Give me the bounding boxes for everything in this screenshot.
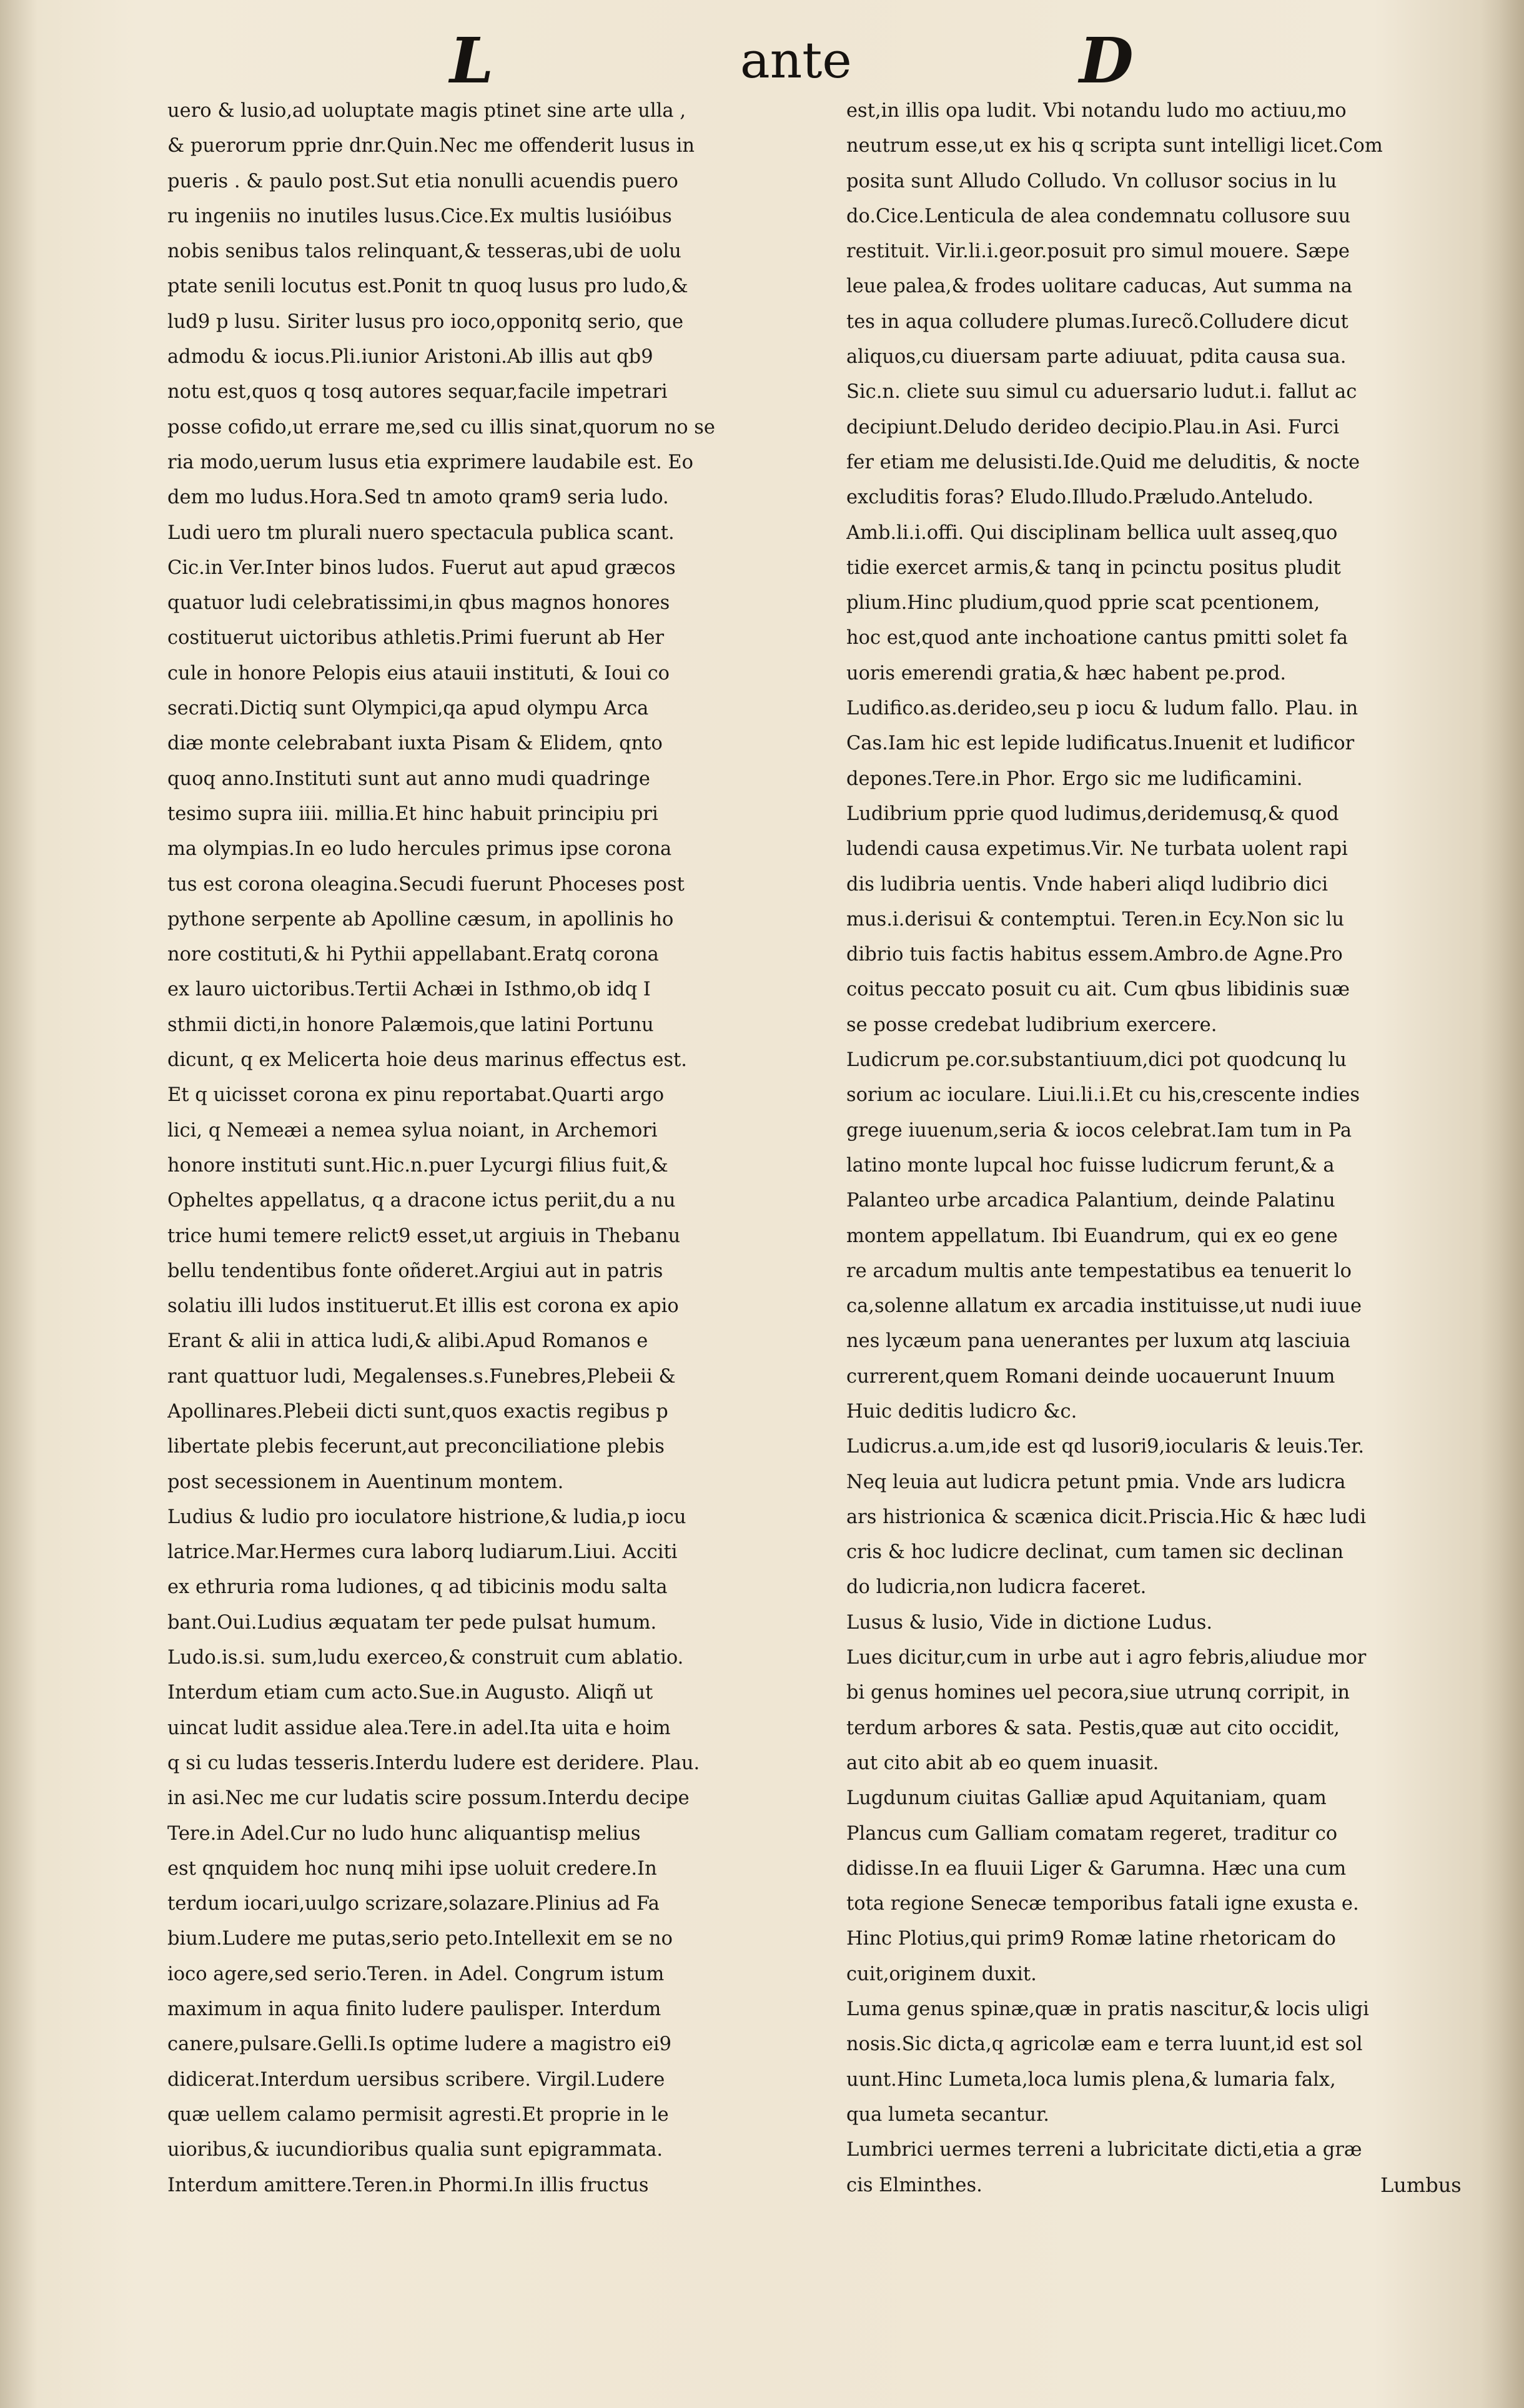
left-column-text-line: maximum in aqua finito ludere paulisper. Interdum — [167, 1998, 661, 2021]
left-column-text-line: pythone serpente ab Apolline cæsum, in apollinis ho — [167, 908, 674, 930]
right-column-text-line: tidie exercet armis,& tanq in pcinctu positus pludit — [846, 556, 1341, 579]
left-column-text-line: secrati.Dictiq sunt Olympici,qa apud olympu Arca — [167, 698, 649, 720]
right-column-text-line: Ludibrium pprie quod ludimus,deridemusq,& quod — [846, 802, 1339, 825]
right-column-text-line: Neq leuia aut ludicra petunt pmia. Vnde ars ludicra — [846, 1471, 1346, 1493]
right-column-text-line: ca,solenne allatum ex arcadia instituisse,ut nudi iuue — [846, 1295, 1362, 1318]
right-column-text-line: Ludicrum pe.cor.substantiuum,dici pot quodcunq lu — [846, 1049, 1347, 1072]
right-column-text-line: depones.Tere.in Phor. Ergo sic me ludificamini. — [846, 767, 1303, 790]
left-column-text-line: post secessionem in Auentinum montem. — [167, 1471, 564, 1493]
right-column-text-line: tota regione Senecæ temporibus fatali igne exusta e. — [846, 1893, 1359, 1915]
left-column-text-line: pueris . & paulo post.Sut etia nonulli acuendis puero — [167, 170, 678, 192]
right-column-text-line: Plancus cum Galliam comatam regeret, traditur co — [846, 1822, 1338, 1845]
left-column-text-line: solatiu illi ludos instituerut.Et illis est corona ex apio — [167, 1295, 679, 1318]
left-column-text-line: didicerat.Interdum uersibus scribere. Virgil.Ludere — [167, 2068, 665, 2091]
left-column-text-line: Interdum etiam cum acto.Sue.in Augusto. Aliqñ ut — [167, 1682, 653, 1704]
right-column-text-line: montem appellatum. Ibi Euandrum, qui ex eo gene — [846, 1225, 1338, 1247]
right-column-text-line: cuit,originem duxit. — [846, 1963, 1037, 1985]
catchword: Lumbus — [1380, 2173, 1462, 2197]
left-column-text-line: Cic.in Ver.Inter binos ludos. Fuerut aut apud græcos — [167, 556, 676, 579]
page-edge-shadow — [1480, 0, 1524, 2408]
right-column-text-line: fer etiam me delusisti.Ide.Quid me deluditis, & nocte — [846, 451, 1360, 473]
right-column-text-line: plium.Hinc pludium,quod pprie scat pcentionem, — [846, 592, 1320, 614]
right-column-text-line: ars histrionica & scænica dicit.Priscia.Hic & hæc ludi — [846, 1506, 1367, 1528]
left-column-text-line: Et q uicisset corona ex pinu reportabat.Quarti argo — [167, 1084, 665, 1107]
right-column-text-line: excluditis foras? Eludo.Illudo.Præludo.Anteludo. — [846, 486, 1314, 509]
right-column-text-line: cris & hoc ludicre declinat, cum tamen sic declinan — [846, 1541, 1344, 1564]
right-column-text-line: do.Cice.Lenticula de alea condemnatu collusore suu — [846, 205, 1351, 227]
left-column-text-line: Opheltes appellatus, q a dracone ictus periit,du a nu — [167, 1190, 676, 1212]
right-column-text-line: sorium ac ioculare. Liui.li.i.Et cu his,crescente indies — [846, 1084, 1360, 1107]
right-column-text-line: leue palea,& frodes uolitare caducas, Aut summa na — [846, 275, 1353, 298]
left-column-text-line: nobis senibus talos relinquant,& tesseras,ubi de uolu — [167, 240, 681, 263]
left-column-text-line: diæ monte celebrabant iuxta Pisam & Elidem, qnto — [167, 733, 663, 755]
left-column-text-line: terdum iocari,uulgo scrizare,solazare.Plinius ad Fa — [167, 1893, 660, 1915]
right-column-text-line: latino monte lupcal hoc fuisse ludicrum ferunt,& a — [846, 1154, 1335, 1177]
right-column-text-line: Huic deditis ludicro &c. — [846, 1400, 1077, 1423]
right-text-column — [846, 94, 1480, 2217]
left-column-text-line: ma olympias.In eo ludo hercules primus ipse corona — [167, 838, 672, 861]
right-column-text-line: tes in aqua colludere plumas.Iurecõ.Colludere dicut — [846, 310, 1348, 333]
left-column-text-line: quatuor ludi celebratissimi,in qbus magnos honores — [167, 592, 670, 614]
left-column-text-line: est qnquidem hoc nunq mihi ipse uoluit credere.In — [167, 1857, 657, 1880]
left-column-text-line: ioco agere,sed serio.Teren. in Adel. Congrum istum — [167, 1963, 665, 1985]
right-column-text-line: do ludicria,non ludicra faceret. — [846, 1576, 1147, 1599]
left-column-text-line: bellu tendentibus fonte oñderet.Argiui aut in patris — [167, 1260, 663, 1282]
left-column-text-line: Apollinares.Plebeii dicti sunt,quos exactis regibus p — [167, 1400, 668, 1423]
right-column-text-line: Lumbrici uermes terreni a lubricitate dicti,etia a græ — [846, 2139, 1362, 2161]
right-column-text-line: uoris emerendi gratia,& hæc habent pe.prod. — [846, 662, 1287, 684]
left-column-text-line: ex lauro uictoribus.Tertii Achæi in Isthmo,ob idq I — [167, 979, 651, 1001]
left-column-text-line: latrice.Mar.Hermes cura laborq ludiarum.Liui. Acciti — [167, 1541, 678, 1564]
left-column-text-line: ru ingeniis no inutiles lusus.Cice.Ex multis lusióibus — [167, 205, 672, 227]
right-column-text-line: posita sunt Alludo Colludo. Vn collusor socius in lu — [846, 170, 1337, 192]
right-column-text-line: uunt.Hinc Lumeta,loca lumis plena,& lumaria falx, — [846, 2068, 1336, 2091]
right-column-text-line: decipiunt.Deludo derideo decipio.Plau.in Asi. Furci — [846, 416, 1340, 438]
right-column-text-line: Hinc Plotius,qui prim9 Romæ latine rhetoricam do — [846, 1928, 1336, 1950]
header-left-letter: L — [450, 24, 494, 97]
left-column-text-line: Ludi uero tm plurali nuero spectacula publica scant. — [167, 521, 675, 544]
left-column-text-line: honore instituti sunt.Hic.n.puer Lycurgi filius fuit,& — [167, 1154, 668, 1177]
left-column-text-line: bant.Oui.Ludius æquatam ter pede pulsat humum. — [167, 1611, 657, 1634]
left-column-text-line: cule in honore Pelopis eius atauii instituti, & Ioui co — [167, 662, 670, 684]
right-column-text-line: terdum arbores & sata. Pestis,quæ aut cito occidit, — [846, 1717, 1340, 1739]
right-column-text-line: Palanteo urbe arcadica Palantium, deinde Palatinu — [846, 1190, 1335, 1212]
right-column-text-line: aut cito abit ab eo quem inuasit. — [846, 1752, 1159, 1774]
left-column-text-line: Ludius & ludio pro ioculatore histrione,& ludia,p iocu — [167, 1506, 686, 1528]
left-column-text-line: ptate senili locutus est.Ponit tn quoq lusus pro ludo,& — [167, 275, 688, 298]
left-column-text-line: Ludo.is.si. sum,ludu exerceo,& construit cum ablatio. — [167, 1647, 684, 1669]
left-column-text-line: lici, q Nemeæi a nemea sylua noiant, in Archemori — [167, 1119, 658, 1142]
left-column-text-line: q si cu ludas tesseris.Interdu ludere est deridere. Plau. — [167, 1752, 700, 1774]
left-column-text-line: quæ uellem calamo permisit agresti.Et proprie in le — [167, 2103, 669, 2126]
left-column-text-line: uincat ludit assidue alea.Tere.in adel.Ita uita e hoim — [167, 1717, 671, 1739]
left-column-text-line: canere,pulsare.Gelli.Is optime ludere a magistro ei9 — [167, 2033, 672, 2056]
left-column-text-line: rant quattuor ludi, Megalenses.s.Funebres,Plebeii & — [167, 1365, 676, 1388]
right-column-text-line: Amb.li.i.offi. Qui disciplinam bellica uult asseq,quo — [846, 521, 1338, 544]
left-column-text-line: trice humi temere relict9 esset,ut argiuis in Thebanu — [167, 1225, 681, 1247]
left-column-text-line: admodu & iocus.Pli.iunior Aristoni.Ab illis aut qb9 — [167, 346, 653, 368]
right-column-text-line: re arcadum multis ante tempestatibus ea tenuerit lo — [846, 1260, 1352, 1282]
right-column-text-line: restituit. Vir.li.i.geor.posuit pro simul mouere. Sæpe — [846, 240, 1350, 263]
header-center-word: ante — [740, 31, 852, 89]
left-column-text-line: uero & lusio,ad uoluptate magis ptinet sine arte ulla , — [167, 100, 686, 122]
left-column-text-line: posse cofido,ut errare me,sed cu illis sinat,quorum no se — [167, 416, 715, 438]
left-column-text-line: & puerorum pprie dnr.Quin.Nec me offenderit lusus in — [167, 135, 695, 157]
left-column-text-line: bium.Ludere me putas,serio peto.Intellexit em se no — [167, 1928, 673, 1950]
left-column-text-line: quoq anno.Instituti sunt aut anno mudi quadringe — [167, 767, 650, 790]
right-column-text-line: nosis.Sic dicta,q agricolæ eam e terra luunt,id est sol — [846, 2033, 1363, 2056]
left-column-text-line: costituerut uictoribus athletis.Primi fuerunt ab Her — [167, 627, 665, 649]
running-header — [0, 24, 1524, 97]
left-column-text-line: nore costituti,& hi Pythii appellabant.Eratq corona — [167, 944, 659, 966]
right-column-text-line: mus.i.derisui & contemptui. Teren.in Ecy.Non sic lu — [846, 908, 1345, 930]
right-column-text-line: didisse.In ea fluuii Liger & Garumna. Hæc una cum — [846, 1857, 1347, 1880]
right-column-text-line: ludendi causa expetimus.Vir. Ne turbata uolent rapi — [846, 838, 1348, 861]
right-column-text-line: Luma genus spinæ,quæ in pratis nascitur,& locis uligi — [846, 1998, 1369, 2021]
right-column-text-line: Ludifico.as.derideo,seu p iocu & ludum fallo. Plau. in — [846, 698, 1358, 720]
left-column-text-line: uioribus,& iucundioribus qualia sunt epigrammata. — [167, 2139, 663, 2161]
left-column-text-line: sthmii dicti,in honore Palæmois,que latini Portunu — [167, 1014, 654, 1036]
left-column-text-line: lud9 p lusu. Siriter lusus pro ioco,opponitq serio, que — [167, 310, 684, 333]
right-column-text-line: bi genus homines uel pecora,siue utrunq corripit, in — [846, 1682, 1350, 1704]
header-right-letter: D — [1079, 24, 1134, 97]
left-column-text-line: tesimo supra iiii. millia.Et hinc habuit principiu pri — [167, 802, 658, 825]
right-column-text-line: aliquos,cu diuersam parte adiuuat, pdita causa sua. — [846, 346, 1347, 368]
right-column-text-line: Cas.Iam hic est lepide ludificatus.Inuenit et ludificor — [846, 733, 1355, 755]
right-column-text-line: dibrio tuis factis habitus essem.Ambro.de Agne.Pro — [846, 944, 1343, 966]
left-column-text-line: in asi.Nec me cur ludatis scire possum.Interdu decipe — [167, 1787, 690, 1810]
left-column-text-line: notu est,quos q tosq autores sequar,facile impetrari — [167, 381, 668, 403]
right-column-text-line: neutrum esse,ut ex his q scripta sunt intelligi licet.Com — [846, 135, 1383, 157]
right-column-text-line: nes lycæum pana uenerantes per luxum atq lasciuia — [846, 1330, 1351, 1353]
right-column-text-line: Lusus & lusio, Vide in dictione Ludus. — [846, 1611, 1213, 1634]
right-column-text-line: Lues dicitur,cum in urbe aut i agro febris,aliudue mor — [846, 1647, 1367, 1669]
right-column-text-line: grege iuuenum,seria & iocos celebrat.Iam tum in Pa — [846, 1119, 1352, 1142]
right-column-text-line: cis Elminthes. — [846, 2174, 982, 2196]
right-column-text-line: est,in illis opa ludit. Vbi notandu ludo mo actiuu,mo — [846, 100, 1347, 122]
right-column-text-line: Lugdunum ciuitas Galliæ apud Aquitaniam, quam — [846, 1787, 1327, 1810]
right-column-text-line: Sic.n. cliete suu simul cu aduersario ludut.i. fallut ac — [846, 381, 1357, 403]
left-column-text-line: libertate plebis fecerunt,aut preconciliatione plebis — [167, 1436, 665, 1458]
right-column-text-line: hoc est,quod ante inchoatione cantus pmitti solet fa — [846, 627, 1348, 649]
left-text-column — [167, 94, 823, 2217]
right-column-text-line: dis ludibria uentis. Vnde haberi aliqd ludibrio dici — [846, 873, 1328, 896]
left-column-text-line: Tere.in Adel.Cur no ludo hunc aliquantisp melius — [167, 1822, 641, 1845]
left-column-text-line: dicunt, q ex Melicerta hoie deus marinus effectus est. — [167, 1049, 687, 1072]
left-column-text-line: ex ethruria roma ludiones, q ad tibicinis modu salta — [167, 1576, 668, 1599]
right-column-text-line: se posse credebat ludibrium exercere. — [846, 1014, 1217, 1036]
right-column-text-line: coitus peccato posuit cu ait. Cum qbus libidinis suæ — [846, 979, 1350, 1001]
left-column-text-line: dem mo ludus.Hora.Sed tn amoto qram9 seria ludo. — [167, 486, 669, 509]
left-column-text-line: ria modo,uerum lusus etia exprimere laudabile est. Eo — [167, 451, 694, 473]
right-column-text-line: qua lumeta secantur. — [846, 2103, 1049, 2126]
left-column-text-line: Erant & alii in attica ludi,& alibi.Apud Romanos e — [167, 1330, 648, 1353]
left-column-text-line: tus est corona oleagina.Secudi fuerunt Phoceses post — [167, 873, 685, 896]
left-column-text-line: Interdum amittere.Teren.in Phormi.In illis fructus — [167, 2174, 649, 2196]
right-column-text-line: currerent,quem Romani deinde uocauerunt Inuum — [846, 1365, 1335, 1388]
right-column-text-line: Ludicrus.a.um,ide est qd lusori9,iocularis & leuis.Ter. — [846, 1436, 1365, 1458]
